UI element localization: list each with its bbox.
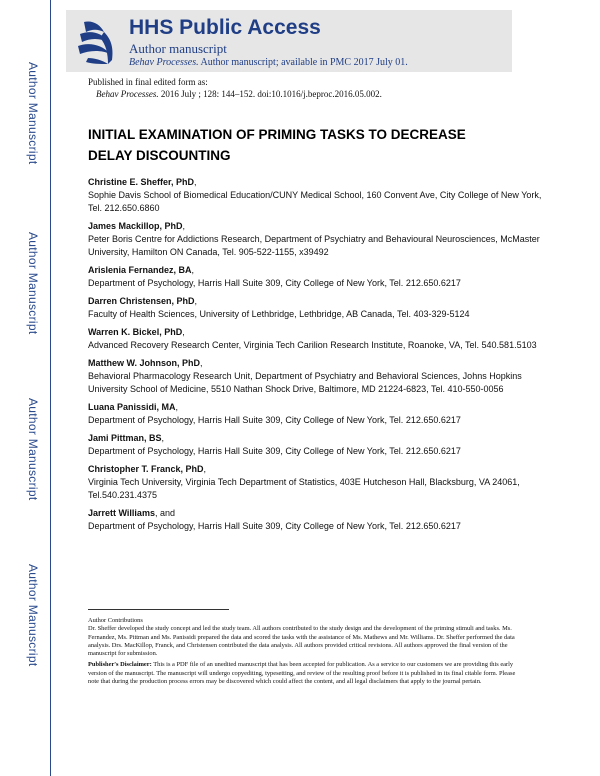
hhs-public-access-title: HHS Public Access — [129, 16, 321, 39]
author-name-suffix: , and — [154, 508, 175, 518]
author-name-suffix: , — [203, 464, 207, 474]
author-affiliation: Virginia Tech University, Virginia Tech Department of Statistics, 403E Hutcheson Hall, Blacksburg, VA 24061, Tel.540.231.4375 — [88, 477, 520, 500]
author-name: James Mackillop, PhD — [88, 221, 183, 231]
author-entry — [88, 176, 548, 215]
author-entry — [88, 401, 548, 427]
author-affiliation: Sophie Davis School of Biomedical Education/CUNY Medical School, 160 Convent Ave, City College of New York, Tel. 212.650.6860 — [88, 190, 542, 213]
hhs-header-banner — [66, 10, 512, 72]
citation-text: 2016 July ; 128: 144–152. doi:10.1016/j.beproc.2016.05.002. — [158, 89, 382, 99]
author-name-suffix: , — [200, 358, 203, 368]
sidebar-divider — [50, 0, 51, 776]
author-entry — [88, 507, 548, 533]
footnotes — [88, 617, 518, 689]
author-name-suffix: , — [194, 296, 198, 306]
author-name: Luana Panissidi, MA — [88, 402, 176, 412]
author-affiliation: Department of Psychology, Harris Hall Suite 309, City College of New York, Tel. 212.650.6217 — [88, 278, 461, 288]
author-entry — [88, 357, 548, 396]
author-entry — [88, 326, 548, 352]
author-list — [88, 176, 548, 538]
sidebar-label-author-manuscript: Author Manuscript — [26, 398, 40, 501]
author-entry — [88, 463, 548, 502]
author-affiliation: Department of Psychology, Harris Hall Suite 309, City College of New York, Tel. 212.650.6217 — [88, 415, 461, 425]
sidebar-label-author-manuscript: Author Manuscript — [26, 564, 40, 667]
author-name-suffix: , — [194, 177, 197, 187]
contributions-text: Dr. Sheffer developed the study concept and led the study team. All authors contributed to the study design and the development of the priming stimuli and tasks. Ms. Fernandez, Ms. Pittman and Ms. Panissidi prepared the data and scored the tasks with the assistance of Ms. Mathews and Mr. Williams. Dr. Sheffer performed the data analysis. Drs. MacKillop, Franck, and Christensen contributed the data analysis. All authors provided critical revisions. All authors approved the final version of the manuscript for submission. — [88, 625, 515, 658]
author-name: Jami Pittman, BS — [88, 433, 162, 443]
author-name: Christine E. Sheffer, PhD — [88, 177, 195, 187]
author-affiliation: Faculty of Health Sciences, University of Lethbridge, Lethbridge, AB Canada, Tel. 403-329-5124 — [88, 309, 470, 319]
publisher-disclaimer — [88, 661, 518, 686]
author-affiliation: Peter Boris Centre for Addictions Research, Department of Psychiatry and Behavioural Neurosciences, McMaster University, Hamilton ON Canada, Tel. 905-522-1155, x39492 — [88, 234, 540, 257]
author-name-suffix: , — [182, 221, 186, 231]
author-affiliation: Advanced Recovery Research Center, Virginia Tech Carilion Research Institute, Roanoke, VA, Tel. 540.581.5103 — [88, 340, 537, 350]
author-name-suffix: , — [161, 433, 165, 443]
author-affiliation: Department of Psychology, Harris Hall Suite 309, City College of New York, Tel. 212.650.6217 — [88, 521, 461, 531]
author-name: Jarrett Williams — [88, 508, 155, 518]
author-entry — [88, 264, 548, 290]
author-name: Arislenia Fernandez, BA — [88, 265, 192, 275]
sidebar-label-author-manuscript: Author Manuscript — [26, 232, 40, 335]
disclaimer-heading: Publisher's Disclaimer: — [88, 661, 152, 669]
citation-line — [88, 88, 382, 100]
journal-name: Behav Processes. — [129, 57, 199, 68]
author-affiliation: Behavioral Pharmacology Research Unit, Department of Psychiatry and Behavioral Sciences, Johns Hopkins University School of Medicine, 5510 Nathan Shock Drive, Baltimore, MD 21224-6823, Tel. 410-550-0056 — [88, 371, 522, 394]
author-entry — [88, 295, 548, 321]
author-name: Warren K. Bickel, PhD — [88, 327, 183, 337]
paper-title-line: INITIAL EXAMINATION OF PRIMING TASKS TO DECREASE — [88, 127, 466, 142]
publication-info — [88, 76, 382, 100]
availability-line — [129, 57, 408, 68]
availability-text: Author manuscript; available in PMC 2017 July 01. — [198, 57, 408, 68]
author-affiliation: Department of Psychology, Harris Hall Suite 309, City College of New York, Tel. 212.650.6217 — [88, 446, 461, 456]
published-line: Published in final edited form as: — [88, 77, 208, 87]
disclaimer-text: This is a PDF file of an unedited manuscript that has been accepted for publication. As a service to our customers we are providing this early version of the manuscript. The manuscript will undergo copyediting, typesetting, and review of the resulting proof before it is published in its final citable form. Please note that during the production process errors may be discovered which could affect the content, and all legal disclaimers that apply to the journal pertain. — [88, 661, 516, 686]
author-name-suffix: , — [191, 265, 195, 275]
paper-title-line: DELAY DISCOUNTING — [88, 148, 231, 163]
author-name-suffix: , — [182, 327, 185, 337]
author-entry — [88, 220, 548, 259]
author-name-suffix: , — [175, 402, 179, 412]
contributions-heading: Author Contributions — [88, 617, 143, 624]
sidebar-label-author-manuscript: Author Manuscript — [26, 62, 40, 165]
hhs-eagle-logo-icon — [74, 14, 120, 68]
author-name: Matthew W. Johnson, PhD — [88, 358, 200, 368]
author-manuscript-label: Author manuscript — [129, 41, 227, 56]
footnote-divider — [88, 609, 229, 610]
author-entry — [88, 432, 548, 458]
citation-journal: Behav Processes. — [96, 89, 159, 99]
paper-title — [88, 124, 528, 166]
author-name: Christopher T. Franck, PhD — [88, 464, 204, 474]
author-contributions — [88, 617, 518, 658]
author-name: Darren Christensen, PhD — [88, 296, 195, 306]
